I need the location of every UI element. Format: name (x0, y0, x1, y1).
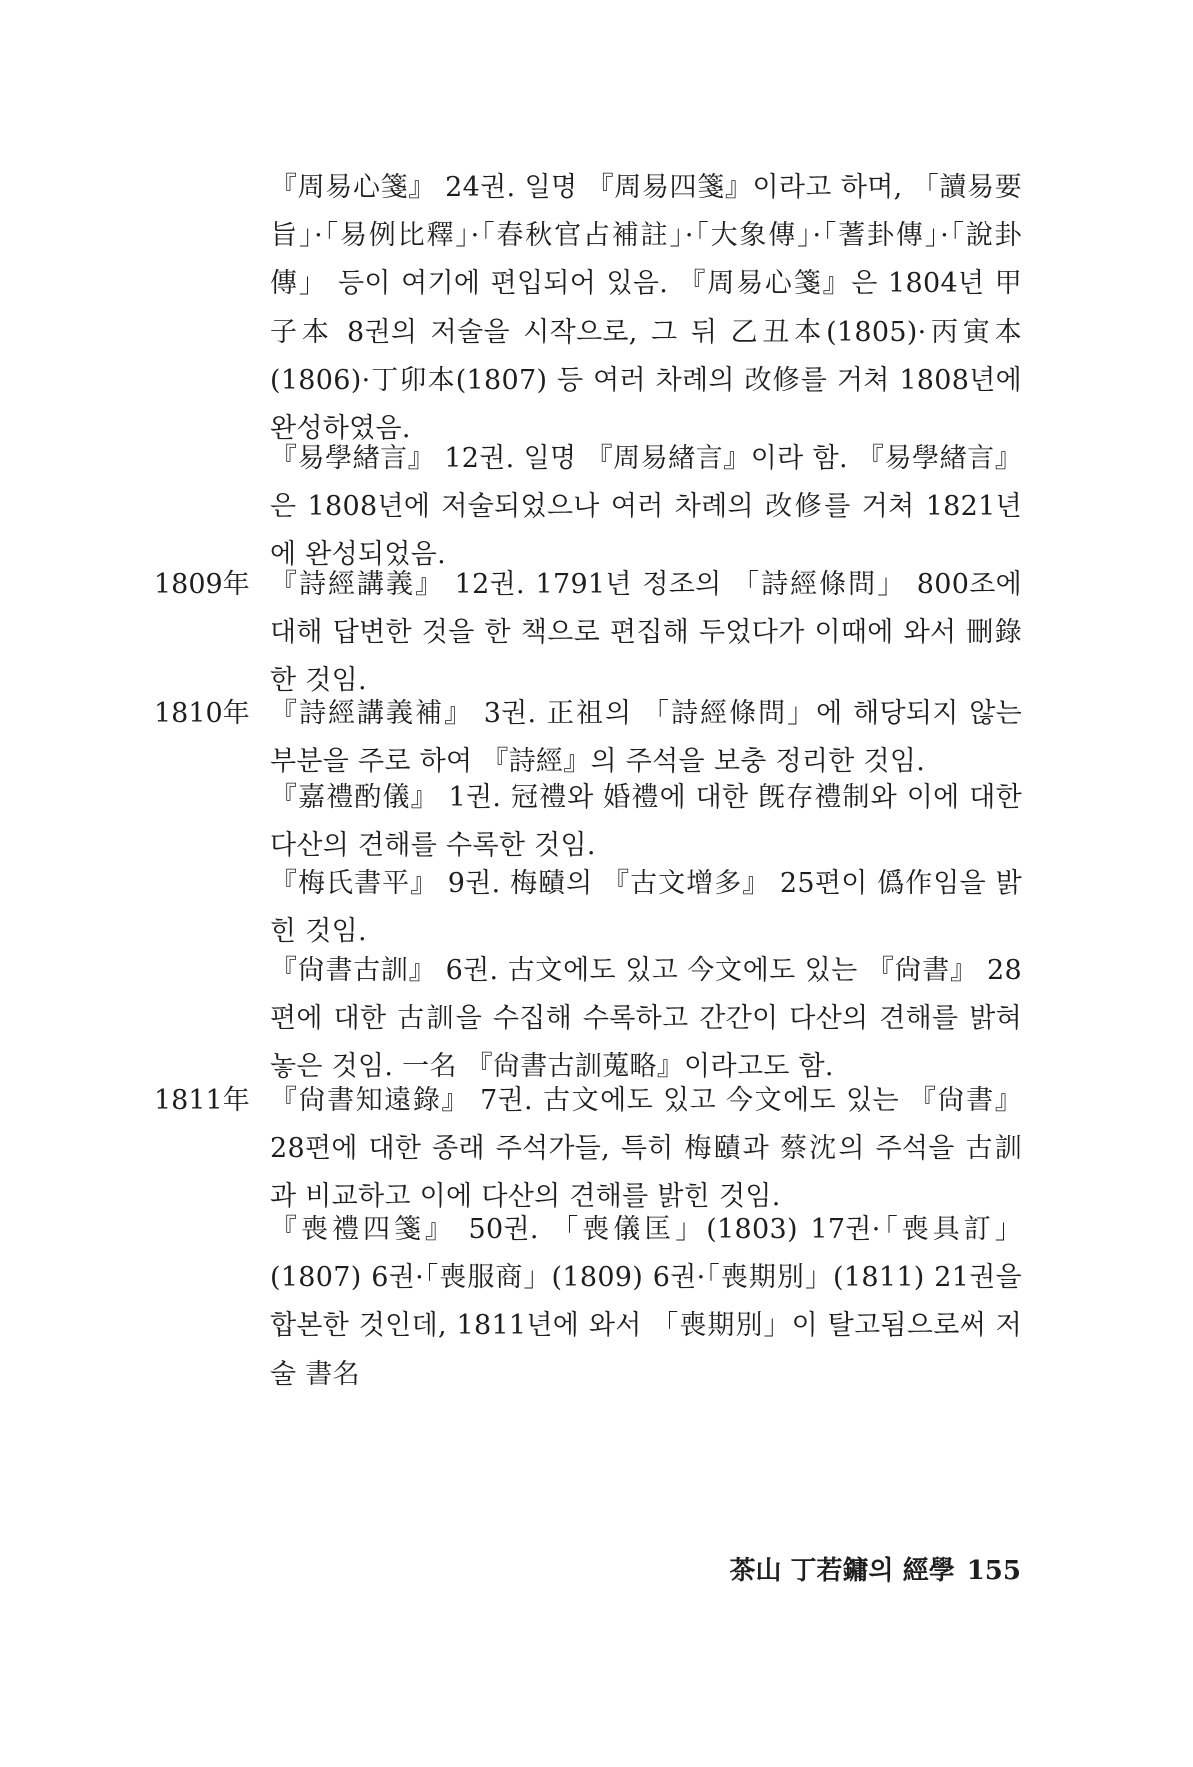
page-number: 155 (966, 1556, 1021, 1586)
year-label-1809: 1809年 (154, 569, 250, 600)
entry-shijing-jiangyi-bu: 『詩經講義補』 3권. 正祖의 「詩經條問」에 해당되지 않는 부분을 주로 하여 『詩經』의 주석을 보충 정리한 것임. (270, 698, 1022, 778)
page-footer (729, 1550, 1021, 1587)
entry-sangli-sijian: 『喪禮四箋』 50권. 「喪儀匡」(1803) 17권·「喪具訂」(1807) 6권·「喪服商」(1809) 6권·「喪期別」(1811) 21권을 합본한 것인데, 1811년에 와서 「喪期別」이 탈고됨으로써 저술 書名 (270, 1214, 1022, 1390)
entry-zhouyi-xinjian: 『周易心箋』 24권. 일명 『周易四箋』이라고 하며, 「讀易要旨」·「易例比釋」·「春秋官占補註」·「大象傳」·「蓍卦傳」·「說卦傳」 등이 여기에 편입되어 있음. 『周易心箋』은 1804년 甲子本 8권의 저술을 시작으로, 그 뒤 乙丑本(1805)·丙寅本(1806)·丁卯本(1807) 등 여러 차례의 改修를 거쳐 1808년에 완성하였음. (270, 172, 1022, 445)
year-label-1811: 1811年 (154, 1085, 250, 1116)
entry-shangshu-zhiyuanlu: 『尙書知遠錄』 7권. 古文에도 있고 今文에도 있는 『尙書』 28편에 대한 종래 주석가들, 특히 梅賾과 蔡沈의 주석을 古訓과 비교하고 이에 다산의 견해를 밝힌 것임. (270, 1085, 1022, 1213)
entry-meishi-shuping: 『梅氏書平』 9권. 梅賾의 『古文增多』 25편이 僞作임을 밝힌 것임. (270, 868, 1022, 948)
entry-jiali-zhuoyi: 『嘉禮酌儀』 1권. 冠禮와 婚禮에 대한 旣存禮制와 이에 대한 다산의 견해를 수록한 것임. (270, 782, 1022, 862)
running-title: 茶山 丁若鏞의 經學 (729, 1556, 955, 1586)
year-label-1810: 1810年 (154, 698, 250, 729)
entry-shangshu-guxun: 『尙書古訓』 6권. 古文에도 있고 今文에도 있는 『尙書』 28편에 대한 古訓을 수집해 수록하고 간간이 다산의 견해를 밝혀 놓은 것임. 一名 『尙書古訓蒐略』이라고도 함. (270, 955, 1022, 1083)
entry-yixue-xuyan: 『易學緖言』 12권. 일명 『周易緖言』이라 함. 『易學緖言』은 1808년에 저술되었으나 여러 차례의 改修를 거쳐 1821년에 완성되었음. (270, 443, 1022, 571)
entry-shijing-jiangyi: 『詩經講義』 12권. 1791년 정조의 「詩經條問」 800조에 대해 답변한 것을 한 책으로 편집해 두었다가 이때에 와서 刪錄한 것임. (270, 569, 1022, 697)
